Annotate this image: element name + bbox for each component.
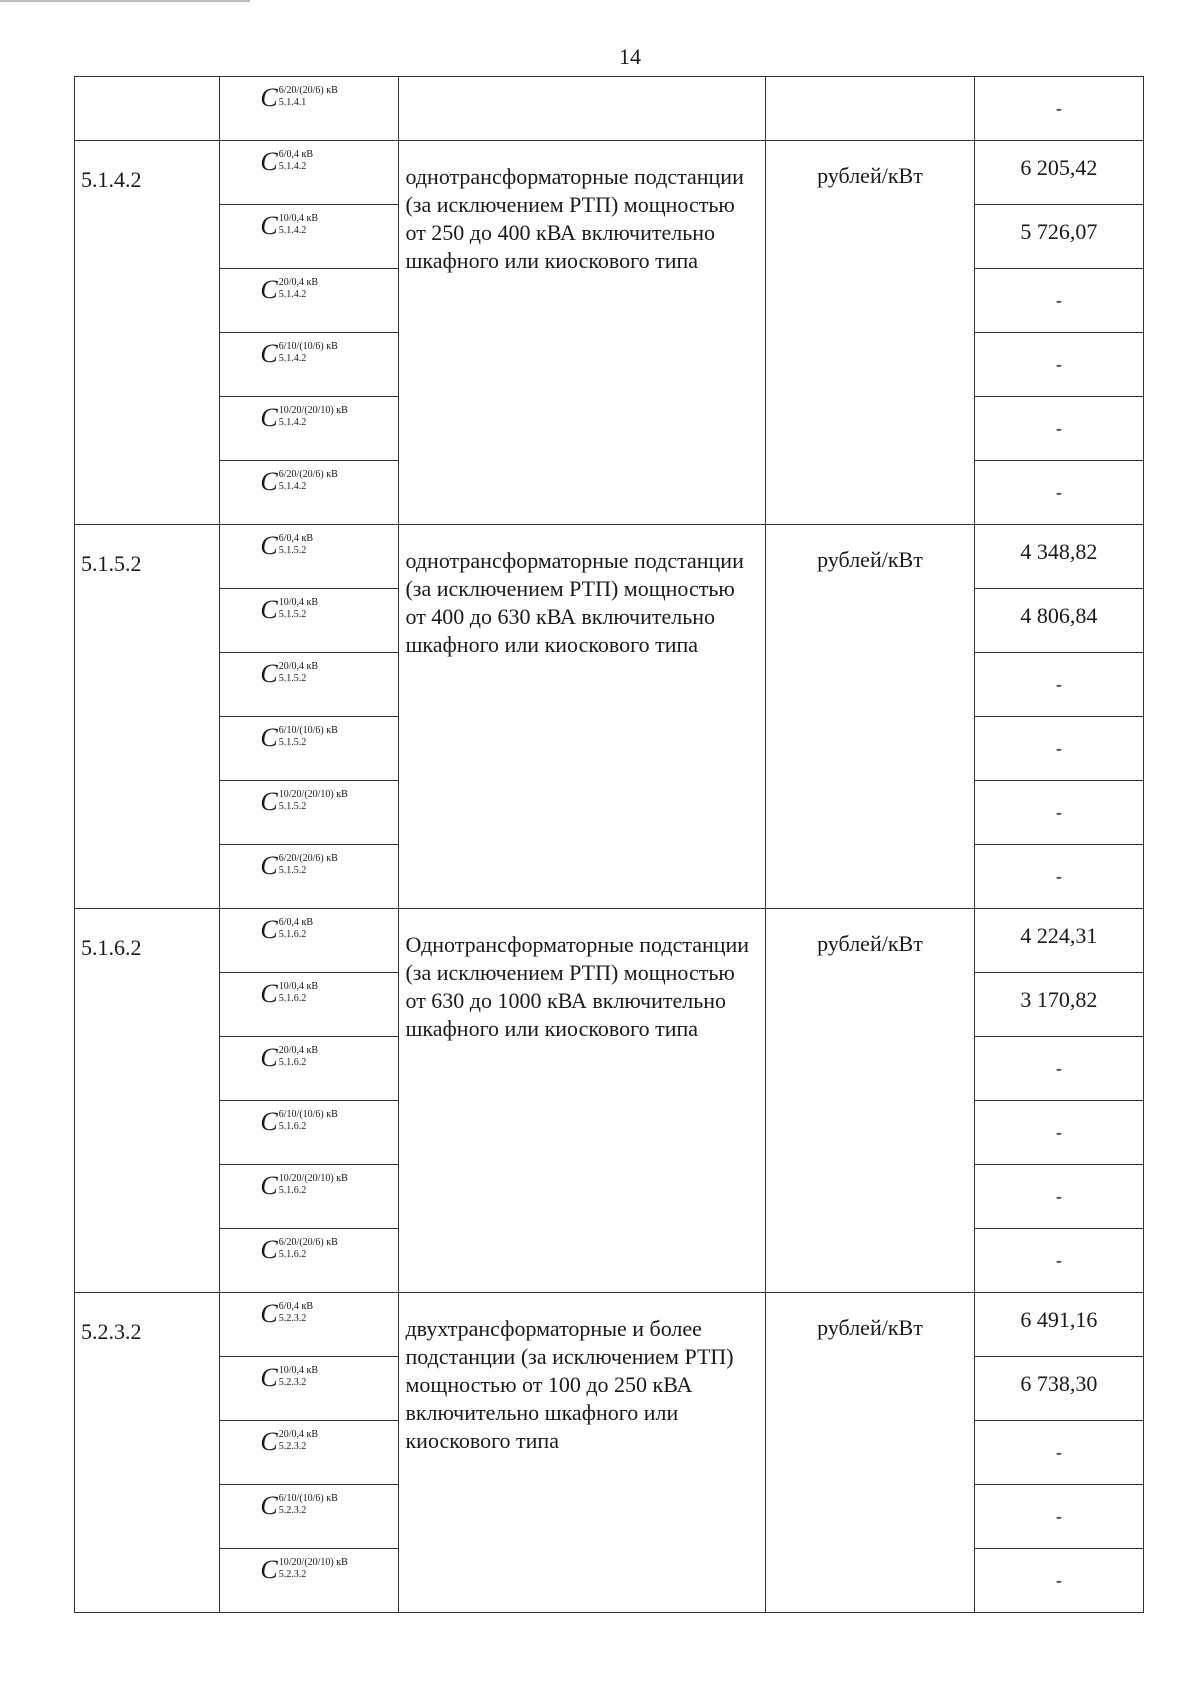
item-code: 5.1.5.2 xyxy=(75,525,220,909)
rate-symbol xyxy=(220,333,399,397)
rate-value: 5 726,07 xyxy=(974,205,1143,269)
rate-symbol-superscript: 20/0,4 кВ xyxy=(278,1045,319,1056)
rate-symbol-letter: C xyxy=(260,851,278,880)
rate-symbol-superscript: 10/0,4 кВ xyxy=(278,597,319,608)
item-code: 5.1.4.2 xyxy=(75,141,220,525)
rate-symbol xyxy=(220,781,399,845)
rate-value: - xyxy=(974,397,1143,461)
rate-symbol-superscript: 10/0,4 кВ xyxy=(278,213,319,224)
rate-symbol-superscript: 20/0,4 кВ xyxy=(278,1429,319,1440)
rate-value: - xyxy=(974,845,1143,909)
rate-symbol xyxy=(220,1421,399,1485)
rate-symbol-superscript: 10/0,4 кВ xyxy=(278,981,319,992)
rate-symbol-letter: C xyxy=(260,1299,278,1328)
item-unit: рублей/кВт xyxy=(766,1293,974,1613)
rate-symbol-subscript: 5.1.5.2 xyxy=(278,673,307,684)
item-code xyxy=(75,77,220,141)
rate-symbol xyxy=(220,973,399,1037)
rate-symbol-letter: C xyxy=(260,147,278,176)
rate-symbol-superscript: 6/20/(20/6) кВ xyxy=(278,469,338,480)
table-row xyxy=(75,525,1144,589)
rate-symbol xyxy=(220,1165,399,1229)
rate-symbol-letter: C xyxy=(260,1555,278,1584)
rate-symbol-subscript: 5.2.3.2 xyxy=(278,1377,307,1388)
rate-symbol xyxy=(220,77,399,141)
rate-value: - xyxy=(974,1101,1143,1165)
rate-symbol-letter: C xyxy=(260,915,278,944)
rate-symbol-letter: C xyxy=(260,1043,278,1072)
rate-symbol-superscript: 6/0,4 кВ xyxy=(278,533,314,544)
rate-value: - xyxy=(974,461,1143,525)
rate-symbol-superscript: 6/0,4 кВ xyxy=(278,917,314,928)
rate-symbol xyxy=(220,205,399,269)
rate-symbol-subscript: 5.1.4.2 xyxy=(278,353,307,364)
rate-symbol xyxy=(220,525,399,589)
rate-symbol xyxy=(220,845,399,909)
rate-symbol-letter: C xyxy=(260,979,278,1008)
rate-symbol-subscript: 5.1.6.2 xyxy=(278,1249,307,1260)
table-row xyxy=(75,909,1144,973)
rate-symbol-subscript: 5.2.3.2 xyxy=(278,1313,307,1324)
rate-symbol-subscript: 5.1.4.2 xyxy=(278,481,307,492)
table-row xyxy=(75,141,1144,205)
rate-symbol xyxy=(220,269,399,333)
rate-symbol-subscript: 5.1.5.2 xyxy=(278,865,307,876)
rate-value: 3 170,82 xyxy=(974,973,1143,1037)
rate-symbol-letter: C xyxy=(260,467,278,496)
rate-symbol-subscript: 5.1.4.2 xyxy=(278,161,307,172)
rate-value: 6 205,42 xyxy=(974,141,1143,205)
rate-value: - xyxy=(974,333,1143,397)
rate-symbol-superscript: 10/20/(20/10) кВ xyxy=(278,405,348,416)
rate-symbol-subscript: 5.1.4.2 xyxy=(278,417,307,428)
rate-symbol-letter: C xyxy=(260,211,278,240)
rate-symbol xyxy=(220,589,399,653)
rate-symbol xyxy=(220,1549,399,1613)
rate-symbol xyxy=(220,461,399,525)
rate-symbol-superscript: 6/0,4 кВ xyxy=(278,149,314,160)
item-description: однотрансформаторные подстанции (за исключением РТП) мощностью от 400 до 630 кВА включительно шкафного или киоскового типа xyxy=(399,525,766,909)
rate-symbol-subscript: 5.1.4.1 xyxy=(278,97,307,108)
rate-symbol xyxy=(220,909,399,973)
rate-value: - xyxy=(974,1229,1143,1293)
rate-symbol xyxy=(220,1357,399,1421)
rate-symbol-superscript: 6/20/(20/6) кВ xyxy=(278,85,338,96)
rate-symbol-letter: C xyxy=(260,275,278,304)
rate-value: - xyxy=(974,653,1143,717)
table-row xyxy=(75,1293,1144,1357)
item-unit: рублей/кВт xyxy=(766,909,974,1293)
rate-value: - xyxy=(974,269,1143,333)
rate-symbol-superscript: 20/0,4 кВ xyxy=(278,277,319,288)
rate-symbol-superscript: 6/10/(10/6) кВ xyxy=(278,1493,338,1504)
rate-symbol xyxy=(220,1293,399,1357)
rate-symbol-subscript: 5.2.3.2 xyxy=(278,1569,307,1580)
rate-symbol-letter: C xyxy=(260,83,278,112)
rate-symbol-letter: C xyxy=(260,403,278,432)
rate-symbol-subscript: 5.1.6.2 xyxy=(278,1121,307,1132)
rate-symbol xyxy=(220,717,399,781)
rate-symbol-letter: C xyxy=(260,595,278,624)
rate-symbol xyxy=(220,141,399,205)
rate-value: 4 348,82 xyxy=(974,525,1143,589)
rate-symbol-letter: C xyxy=(260,787,278,816)
rate-symbol-subscript: 5.1.5.2 xyxy=(278,737,307,748)
rate-symbol-subscript: 5.1.4.2 xyxy=(278,289,307,300)
rate-symbol-subscript: 5.1.5.2 xyxy=(278,609,307,620)
rate-symbol-subscript: 5.1.6.2 xyxy=(278,929,307,940)
rate-symbol-superscript: 6/0,4 кВ xyxy=(278,1301,314,1312)
rate-symbol xyxy=(220,1229,399,1293)
rate-symbol xyxy=(220,1037,399,1101)
item-unit: рублей/кВт xyxy=(766,141,974,525)
item-description: двухтрансформаторные и более подстанции (за исключением РТП) мощностью от 100 до 250 кВА включительно шкафного или киоскового типа xyxy=(399,1293,766,1613)
rate-value: 4 224,31 xyxy=(974,909,1143,973)
rate-value: 6 738,30 xyxy=(974,1357,1143,1421)
rate-symbol-subscript: 5.2.3.2 xyxy=(278,1505,307,1516)
rate-symbol-superscript: 10/20/(20/10) кВ xyxy=(278,789,348,800)
rate-symbol-letter: C xyxy=(260,723,278,752)
rate-symbol-superscript: 10/20/(20/10) кВ xyxy=(278,1557,348,1568)
rate-symbol-letter: C xyxy=(260,1491,278,1520)
tariff-table-body xyxy=(75,77,1144,1613)
rate-symbol-subscript: 5.2.3.2 xyxy=(278,1441,307,1452)
rate-value: - xyxy=(974,717,1143,781)
rate-symbol-letter: C xyxy=(260,1363,278,1392)
tariff-table xyxy=(74,76,1144,1613)
rate-symbol-subscript: 5.1.6.2 xyxy=(278,993,307,1004)
rate-symbol xyxy=(220,653,399,717)
rate-symbol-subscript: 5.1.6.2 xyxy=(278,1057,307,1068)
rate-symbol xyxy=(220,1101,399,1165)
item-description xyxy=(399,77,766,141)
rate-symbol-superscript: 6/10/(10/6) кВ xyxy=(278,341,338,352)
rate-symbol-letter: C xyxy=(260,1107,278,1136)
rate-value: - xyxy=(974,1037,1143,1101)
rate-symbol-superscript: 10/0,4 кВ xyxy=(278,1365,319,1376)
item-code: 5.2.3.2 xyxy=(75,1293,220,1613)
rate-symbol-superscript: 10/20/(20/10) кВ xyxy=(278,1173,348,1184)
rate-value: 4 806,84 xyxy=(974,589,1143,653)
rate-symbol-superscript: 20/0,4 кВ xyxy=(278,661,319,672)
rate-value: - xyxy=(974,1549,1143,1613)
rate-symbol-letter: C xyxy=(260,339,278,368)
table-row xyxy=(75,77,1144,141)
rate-value: - xyxy=(974,77,1143,141)
rate-symbol-subscript: 5.1.5.2 xyxy=(278,801,307,812)
rate-symbol xyxy=(220,397,399,461)
rate-symbol-subscript: 5.1.6.2 xyxy=(278,1185,307,1196)
item-unit: рублей/кВт xyxy=(766,525,974,909)
rate-symbol xyxy=(220,1485,399,1549)
item-unit xyxy=(766,77,974,141)
rate-symbol-letter: C xyxy=(260,1427,278,1456)
rate-symbol-superscript: 6/20/(20/6) кВ xyxy=(278,1237,338,1248)
rate-symbol-superscript: 6/10/(10/6) кВ xyxy=(278,725,338,736)
rate-symbol-superscript: 6/20/(20/6) кВ xyxy=(278,853,338,864)
item-code: 5.1.6.2 xyxy=(75,909,220,1293)
rate-symbol-superscript: 6/10/(10/6) кВ xyxy=(278,1109,338,1120)
rate-value: 6 491,16 xyxy=(974,1293,1143,1357)
rate-value: - xyxy=(974,1485,1143,1549)
rate-symbol-letter: C xyxy=(260,1235,278,1264)
item-description: однотрансформаторные подстанции (за исключением РТП) мощностью от 250 до 400 кВА включительно шкафного или киоскового типа xyxy=(399,141,766,525)
rate-symbol-letter: C xyxy=(260,659,278,688)
rate-value: - xyxy=(974,1421,1143,1485)
rate-value: - xyxy=(974,781,1143,845)
rate-value: - xyxy=(974,1165,1143,1229)
rate-symbol-letter: C xyxy=(260,1171,278,1200)
rate-symbol-subscript: 5.1.4.2 xyxy=(278,225,307,236)
rate-symbol-letter: C xyxy=(260,531,278,560)
scan-artifact-line xyxy=(0,0,250,2)
item-description: Однотрансформаторные подстанции (за исключением РТП) мощностью от 630 до 1000 кВА включительно шкафного или киоскового типа xyxy=(399,909,766,1293)
page-number: 14 xyxy=(619,44,641,69)
rate-symbol-subscript: 5.1.5.2 xyxy=(278,545,307,556)
